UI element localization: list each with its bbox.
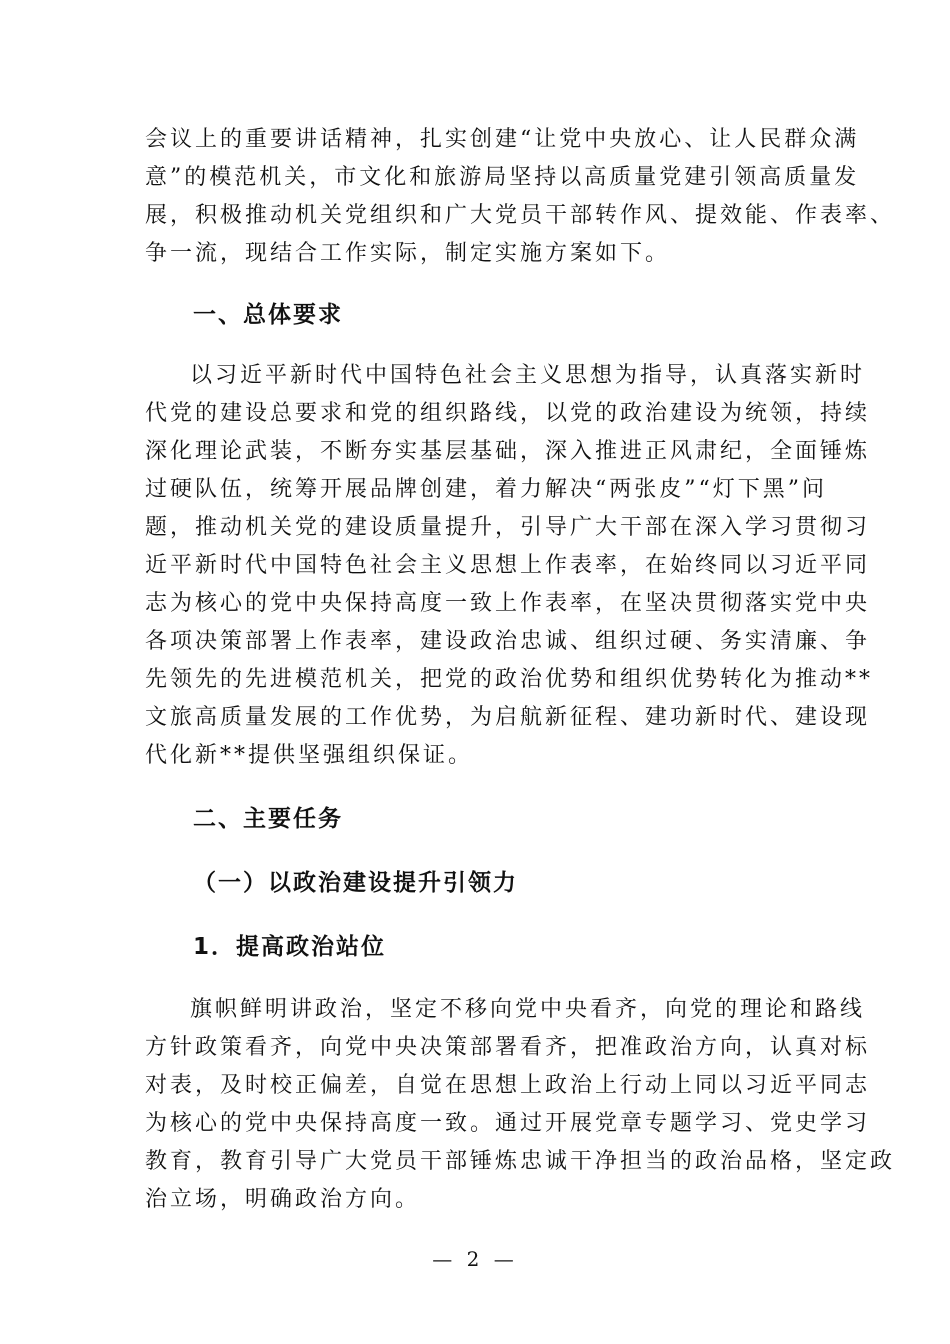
section1-line-8: 各项决策部署上作表率，建设政治忠诚、组织过硬、务实清廉、争 <box>145 629 871 654</box>
intro-line-2: 意”的模范机关，市文化和旅游局坚持以高质量党建引领高质量发 <box>145 165 860 190</box>
item-heading-political-standing: 1．提高政治站位 <box>193 934 387 960</box>
section-heading-main-tasks: 二、主要任务 <box>193 806 343 832</box>
intro-line-4: 争一流，现结合工作实际，制定实施方案如下。 <box>145 241 671 266</box>
section1-line-5: 题，推动机关党的建设质量提升，引导广大干部在深入学习贯彻习 <box>145 515 871 540</box>
section2-line-6: 治立场，明确政治方向。 <box>145 1187 421 1212</box>
section2-line-3: 对表，及时校正偏差，自觉在思想上政治上行动上同以习近平同志 <box>145 1073 871 1098</box>
section1-line-10: 文旅高质量发展的工作优势，为启航新征程、建功新时代、建设现 <box>145 705 871 730</box>
section1-line-11: 代化新**提供坚强组织保证。 <box>145 743 474 768</box>
section1-line-4: 过硬队伍，统筹开展品牌创建，着力解决“两张皮”“灯下黑”问 <box>145 477 827 502</box>
section1-line-6: 近平新时代中国特色社会主义思想上作表率，在始终同以习近平同 <box>145 553 871 578</box>
section1-line-9: 先领先的先进模范机关，把党的政治优势和组织优势转化为推动** <box>145 667 874 692</box>
section1-line-7: 志为核心的党中央保持高度一致上作表率，在坚决贯彻落实党中央 <box>145 591 871 616</box>
section2-line-5: 教育，教育引导广大党员干部锤炼忠诚干净担当的政治品格，坚定政 <box>145 1149 896 1174</box>
section1-line-1: 以习近平新时代中国特色社会主义思想为指导，认真落实新时 <box>190 363 866 388</box>
section2-line-1: 旗帜鲜明讲政治，坚定不移向党中央看齐，向党的理论和路线 <box>190 997 866 1022</box>
subsection-heading-political-building: （一）以政治建设提升引领力 <box>193 870 518 896</box>
section2-line-4: 为核心的党中央保持高度一致。通过开展党章专题学习、党史学习 <box>145 1111 871 1136</box>
intro-line-3: 展，积极推动机关党组织和广大党员干部转作风、提效能、作表率、 <box>145 203 896 228</box>
intro-line-1: 会议上的重要讲话精神，扎实创建“让党中央放心、让人民群众满 <box>145 127 860 152</box>
page-number: — 2 — <box>432 1247 518 1271</box>
section2-line-2: 方针政策看齐，向党中央决策部署看齐，把准政治方向，认真对标 <box>145 1035 871 1060</box>
section-heading-overall-requirements: 一、总体要求 <box>193 302 343 328</box>
section1-line-2: 代党的建设总要求和党的组织路线，以党的政治建设为统领，持续 <box>145 401 871 426</box>
section1-line-3: 深化理论武装，不断夯实基层基础，深入推进正风肃纪，全面锤炼 <box>145 439 871 464</box>
